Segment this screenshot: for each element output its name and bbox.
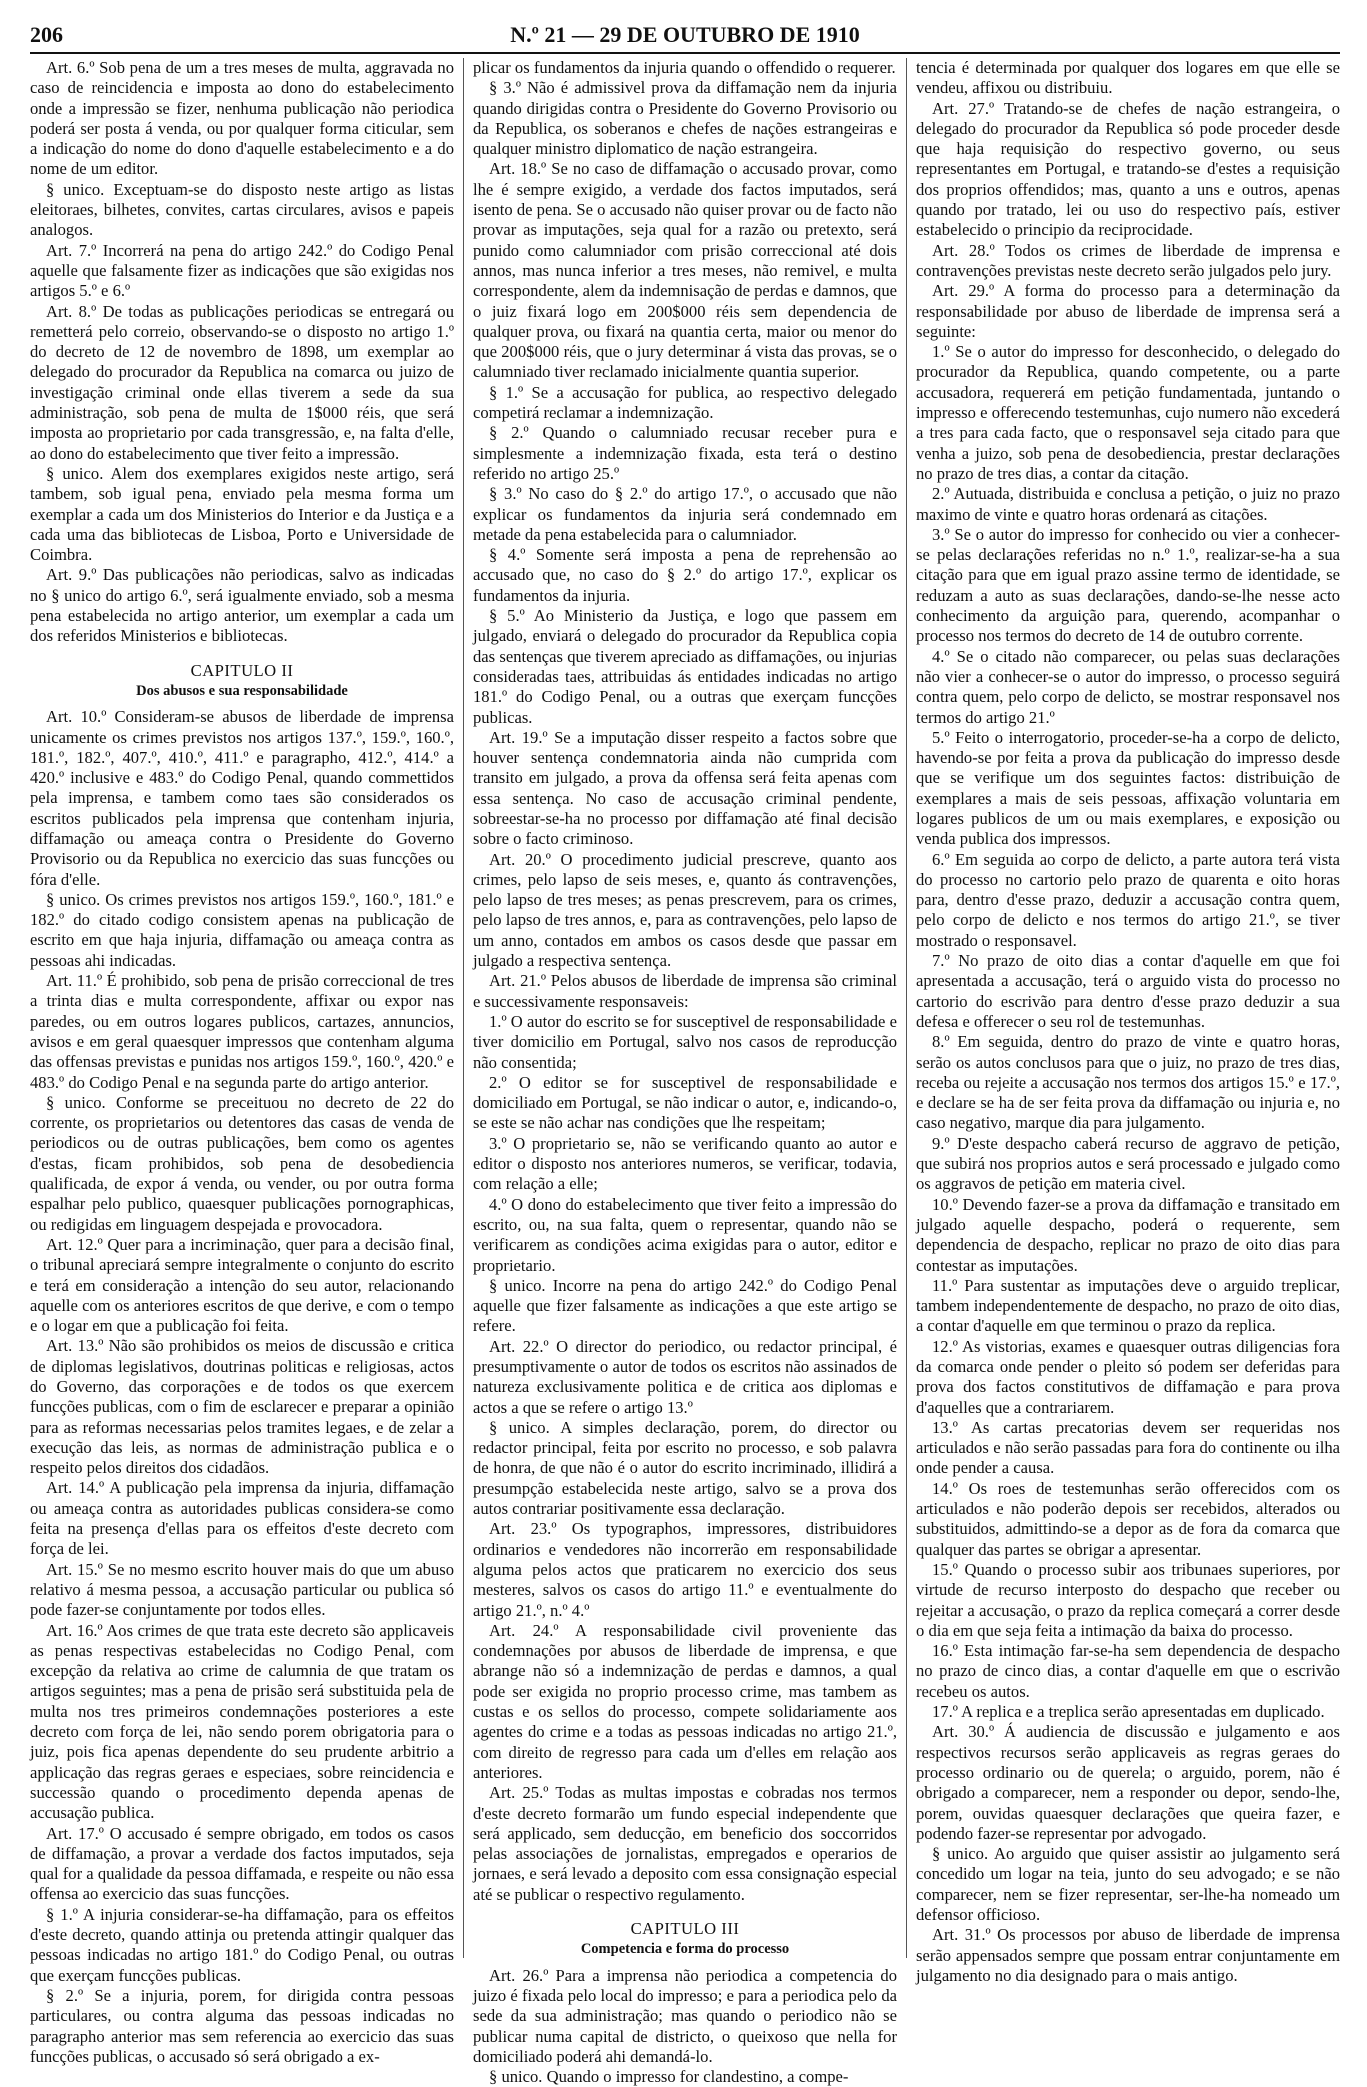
page-number: 206 xyxy=(30,22,63,47)
article-paragraph: § 4.º Somente será imposta a pena de reprehensão ao accusado que, no caso do § 2.º do artigo 17.º, explicar os fundamentos da injuria. xyxy=(473,545,897,605)
article-paragraph: 2.º Autuada, distribuida e conclusa a petição, o juiz no prazo maximo de vinte e quatro horas ordenará as citações. xyxy=(916,484,1340,524)
article-paragraph: Art. 19.º Se a imputação disser respeito a factos sobre que houver sentença condemnatoria ainda não cumprida com transito em julgado, a prova da offensa será feita apenas com essa sentença. No caso de accusação criminal pendente, sobreestar-se-ha no processo por diffamação até final decisão sobre o facto criminoso. xyxy=(473,727,897,849)
article-paragraph: 16.º Esta intimação far-se-ha sem dependencia de despacho no prazo de cinco dias, a contar d'aquelle em que o escrivão recebeu os autos. xyxy=(916,1641,1340,1701)
article-paragraph: § unico. Alem dos exemplares exigidos neste artigo, será tambem, sob igual pena, enviado pela mesma forma um exemplar a cada um dos Ministerios do Interior e da Justiça e a cada uma das bibliotecas de Lisboa, Porto e Universidade de Coimbra. xyxy=(30,463,454,565)
article-paragraph: 4.º O dono do estabelecimento que tiver feito a impressão do escrito, ou, na sua falta, quem o representar, quando não se verificarem as condições acima exigidas para o autor, editor e proprietario. xyxy=(473,1194,897,1275)
article-paragraph: Art. 29.º A forma do processo para a determinação da responsabilidade por abuso de liberdade de imprensa será a seguinte: xyxy=(916,281,1340,341)
column-1 xyxy=(30,58,454,2066)
article-paragraph: 6.º Em seguida ao corpo de delicto, a parte autora terá vista do processo no cartorio pelo prazo de quarenta e oito horas para, dentro d'esse prazo, deduzir a accusação contra quem, pelo corpo de delicto e nos termos do artigo 21.º, se tiver mostrado o responsavel. xyxy=(916,849,1340,950)
article-paragraph: Art. 25.º Todas as multas impostas e cobradas nos termos d'este decreto formarão um fundo especial independente que será applicado, sem deducção, em beneficio dos soccorridos pelas associações de jornalistas, empregados e operarios de jornaes, e será levado a deposito com essa consignação especial até se publicar o respectivo regulamento. xyxy=(473,1783,897,1904)
article-paragraph: tencia é determinada por qualquer dos logares em que elle se vendeu, affixou ou distribuiu. xyxy=(916,58,1340,98)
article-paragraph: § unico. Incorre na pena do artigo 242.º do Codigo Penal aquelle que fizer falsamente as indicações a que este artigo se refere. xyxy=(473,1275,897,1336)
article-paragraph: 10.º Devendo fazer-se a prova da diffamação e transitado em julgado aquelle despacho, poderá o requerente, sem dependencia de despacho, replicar no prazo de oito dias para contestar as imputações. xyxy=(916,1194,1340,1275)
chapter-heading: CAPITULO II xyxy=(190,660,294,680)
article-paragraph: Art. 23.º Os typographos, impressores, distribuidores ordinarios e vendedores não incorrerão em responsabilidade alguma pelos actos que praticarem no exercicio dos seus mesteres, salvos os casos do artigo 11.º e eventualmente do artigo 21.º, n.º 4.º xyxy=(473,1519,897,1620)
article-paragraph: Art. 15.º Se no mesmo escrito houver mais do que um abuso relativo á mesma pessoa, a accusação particular ou publica só pode fazer-se conjuntamente por todos elles. xyxy=(30,1559,454,1620)
article-paragraph: § 2.º Quando o calumniado recusar receber pura e simplesmente a indemnização fixada, esta terá o destino referido no artigo 25.º xyxy=(473,423,897,483)
article-paragraph: Art. 13.º Não são prohibidos os meios de discussão e critica de diplomas legislativos, doutrinas politicas e religiosas, actos do Governo, das corporações e de todos os que exercem funcções publicas, com o fim de esclarecer e preparar a opinião para as reformas necessarias pelos tramites legaes, e de zelar a execução das leis, as normas de administração publica e o respeito pelos direitos dos cidadãos. xyxy=(30,1336,454,1478)
article-paragraph: § unico. Os crimes previstos nos artigos 159.º, 160.º, 181.º e 182.º do citado codigo consistem apenas na publicação de escrito em que haja injuria, diffamação ou ameaça contra as pessoas ahi indicadas. xyxy=(30,889,454,970)
article-paragraph: Art. 20.º O procedimento judicial prescreve, quanto aos crimes, pelo lapso de seis meses, e, quanto ás contravenções, pelo lapso de tres meses; as penas prescrevem, para os crimes, pelo lapso de tres annos, e, para as contravenções, pelo lapso de um anno, contados em ambos os casos desde que passar em julgado a respectiva sentença. xyxy=(473,849,897,971)
article-paragraph: 13.º As cartas precatorias devem ser requeridas nos articulados e não serão passadas para fora do continente ou ilha onde pender a causa. xyxy=(916,1417,1340,1478)
article-paragraph: § unico. Conforme se preceituou no decreto de 22 do corrente, os proprietarios ou detentores das casas de venda de periodicos ou de outras publicações, bem como os agentes d'estas, ficam prohibidos, sob pena de desobediencia qualificada, de expor á venda, ou vender, ou por outra forma espalhar pelo publico, quaesquer publicações pornographicas, ou redigidas em linguagem despejada e provocadora. xyxy=(30,1092,454,1234)
article-paragraph: Art. 9.º Das publicações não periodicas, salvo as indicadas no § unico do artigo 6.º, será igualmente enviado, sob a mesma pena estabelecida no artigo anterior, um exemplar a cada um dos referidos Ministerios e bibliotecas. xyxy=(30,565,454,646)
header-rule xyxy=(30,52,1340,54)
article-paragraph: 14.º Os roes de testemunhas serão offerecidos com os articulados e não poderão depois ser recebidos, alterados ou substituidos, admittindo-se a depor as de fora da comarca que qualquer das partes se obrigar a apresentar. xyxy=(916,1478,1340,1559)
article-paragraph: 1.º Se o autor do impresso for desconhecido, o delegado do procurador da Republica, quando competente, ou a parte accusadora, requererá em petição fundamentada, juntando o impresso e offerecendo testemunhas, cujo numero não excederá a tres para cada facto, que o responsavel seja citado para que venha a juizo, sob pena de desobediencia, prestar declarações no prazo de tres dias, a contar da citação. xyxy=(916,342,1340,483)
article-paragraph: 1.º O autor do escrito se for susceptivel de responsabilidade e tiver domicilio em Portugal, salvo nos casos de reproducção não consentida; xyxy=(473,1011,897,1072)
article-paragraph: § unico. Ao arguido que quiser assistir ao julgamento será concedido um logar na teia, junto do seu advogado; e se não comparecer, nem se fizer representar, ser-lhe-ha nomeado um defensor officioso. xyxy=(916,1844,1340,1925)
article-paragraph: § unico. Quando o impresso for clandestino, a compe- xyxy=(489,2067,849,2087)
article-paragraph: Art. 17.º O accusado é sempre obrigado, em todos os casos de diffamação, a provar a verdade dos factos imputados, seja qual for a qualidade da pessoa diffamada, e respeite ou não essa offensa ao exercicio das suas funcções. xyxy=(30,1823,454,1904)
article-paragraph: 15.º Quando o processo subir aos tribunaes superiores, por virtude de recurso interposto do despacho que receber ou rejeitar a accusação, o prazo da replica começará a correr desde o dia em que seja feita a intimação da baixa do processo. xyxy=(916,1559,1340,1640)
article-paragraph: Art. 16.º Aos crimes de que trata este decreto são applicaveis as penas respectivas estabelecidas no Codigo Penal, com excepção da relativa ao crime de calumnia de que tratam os artigos seguintes; mas a pena de prisão será substituida pela de multa nos tres primeiros condemnações posteriores a este decreto com força de lei, não sendo porem obrigatoria para o juiz, pois fica apenas dependente do seu prudente arbitrio a applicação das regras geraes e especiaes, sobre reincidencia e successão quando o procedimento dependa apenas de accusação publica. xyxy=(30,1620,454,1823)
article-paragraph: § 3.º Não é admissivel prova da diffamação nem da injuria quando dirigidas contra o Presidente do Governo Provisorio ou da Republica, os soberanos e chefes de nações estrangeiras e qualquer ministro diplomatico de nação estrangeira. xyxy=(473,78,897,159)
article-paragraph: § 1.º Se a accusação for publica, ao respectivo delegado competirá reclamar a indemnização. xyxy=(473,382,897,423)
article-paragraph: 17.º A replica e a treplica serão apresentadas em duplicado. xyxy=(932,1702,1325,1722)
column-3 xyxy=(916,58,1340,1985)
article-paragraph: § 1.º A injuria considerar-se-ha diffamação, para os effeitos d'este decreto, quando attinja ou pretenda attingir qualquer das pessoas indicadas no artigo 181.º do Codigo Penal, ou outras que exerçam funcções publicas. xyxy=(30,1904,454,1985)
article-paragraph: 9.º D'este despacho caberá recurso de aggravo de petição, que subirá nos proprios autos e será processado e julgado como os aggravos de petição em materia civel. xyxy=(916,1133,1340,1194)
article-paragraph: Art. 12.º Quer para a incriminação, quer para a decisão final, o tribunal apreciará sempre integralmente o conjunto do escrito e terá em consideração a intenção do seu autor, relacionando aquelle com os anteriores escritos de que derive, e com o tempo e o logar em que a publicação foi feita. xyxy=(30,1234,454,1336)
article-paragraph: Art. 31.º Os processos por abuso de liberdade de imprensa serão appensados sempre que possam entrar conjuntamente em julgamento no dia designado para o mais antigo. xyxy=(916,1925,1340,1985)
article-paragraph: 7.º No prazo de oito dias a contar d'aquelle em que foi apresentada a accusação, terá o arguido vista do processo no cartorio do escrivão para dentro d'esse prazo deduzir a sua defesa e offerecer o seu rol de testemunhas. xyxy=(916,951,1340,1031)
article-paragraph: 8.º Em seguida, dentro do prazo de vinte e quatro horas, serão os autos conclusos para que o juiz, no prazo de tres dias, receba ou rejeite a accusação nos termos dos artigos 15.º e 17.º, e declare se ha de ser feita prova da diffamação ou injuria e, no caso negativo, marque dia para julgamento. xyxy=(916,1032,1340,1133)
article-paragraph: Art. 18.º Se no caso de diffamação o accusado provar, como lhe é sempre exigido, a verdade dos factos imputados, será isento de pena. Se o accusado não quiser provar ou de facto não provar as imputações, seja qual for a razão ou pretexto, será punido como calumniador com prisão correccional até dois annos, mas nunca inferior a tres meses, não remivel, e multa correspondente, alem da indemnisação de perdas e damnos, que o juiz fixará logo em 200$000 réis sem dependencia de qualquer prova, ou fixará na quantia certa, maior ou menor do que 200$000 réis, que o jury determinar á vista das provas, se o calumniado tiver reclamado inicialmente quantia superior. xyxy=(473,159,897,382)
article-paragraph: 3.º Se o autor do impresso for conhecido ou vier a conhecer-se pelas declarações referidas no n.º 1.º, realizar-se-ha a sua citação para que em igual prazo assine termo de identidade, se reduzam a auto as suas declarações, dando-se-lhe nesse acto conhecimento da arguição para, querendo, acompanhar o processo nos termos do decreto de 14 de outubro corrente. xyxy=(916,524,1340,646)
text-columns xyxy=(30,58,1340,2087)
article-paragraph: Art. 8.º De todas as publicações periodicas se entregará ou remetterá pelo correio, observando-se o disposto no artigo 1.º do decreto de 12 de novembro de 1898, um exemplar ao delegado do procurador da Republica na comarca ou juizo de investigação criminal onde ellas tiverem a sede da sua administração, sob pena de multa de 1$000 réis, que será imposta ao proprietario por cada transgressão, e, na falta d'elle, ao dono do estabelecimento que tiver feito a impressão. xyxy=(30,301,454,463)
chapter-subheading: Dos abusos e sua responsabilidade xyxy=(136,682,348,699)
article-paragraph: 5.º Feito o interrogatorio, proceder-se-ha a corpo de delicto, havendo-se por feita a prova da publicação do impresso desde que se verifique um dos seguintes factos: distribuição de exemplares a mais de seis pessoas, affixação voluntaria em logares publicos de um ou mais exemplares, e exposição ou venda publica dos impressos. xyxy=(916,727,1340,849)
article-paragraph: Art. 22.º O director do periodico, ou redactor principal, é presumptivamente o autor de todos os escritos não assinados de natureza exclusivamente politica e de critica aos diplomas e actos a que se refere o artigo 13.º xyxy=(473,1336,897,1417)
article-paragraph: § unico. Exceptuam-se do disposto neste artigo as listas eleitoraes, bilhetes, convites, cartas circulares, avisos e papeis analogos. xyxy=(30,179,454,240)
article-paragraph: Art. 30.º Á audiencia de discussão e julgamento e aos respectivos recursos serão applicaveis as regras geraes do processo ordinario ou de querela; o arguido, porem, não é obrigado a comparecer, nem a responder ou depor, sendo-lhe, porem, ouvidas quaesquer declarações que queira fazer, e podendo fazer-se representar por advogado. xyxy=(916,1722,1340,1843)
article-paragraph: § 5.º Ao Ministerio da Justiça, e logo que passem em julgado, enviará o delegado do procurador da Republica copia das sentenças que tiverem apreciado as diffamações, ou injurias consideradas taes, attribuidas ás entidades indicadas no artigo 181.º do Codigo Penal, ou a outras que exerçam funcções publicas. xyxy=(473,606,897,727)
article-paragraph: Art. 7.º Incorrerá na pena do artigo 242.º do Codigo Penal aquelle que falsamente fizer as indicações que são exigidas nos artigos 5.º e 6.º xyxy=(30,240,454,301)
article-paragraph: 2.º O editor se for susceptivel de responsabilidade e domiciliado em Portugal, se não indicar o autor, e, indicando-o, se este se não achar nas condições que lhe respeitam; xyxy=(473,1072,897,1133)
article-paragraph: Art. 6.º Sob pena de um a tres meses de multa, aggravada no caso de reincidencia e imposta ao dono do estabelecimento onde a impressão se fizer, nenhuma publicação não periodica poderá ser posta á venda, ou por qualquer forma citicular, sem a indicação do nome do dono d'aquelle estabelecimento e a do nome de um editor. xyxy=(30,58,454,179)
article-paragraph: Art. 27.º Tratando-se de chefes de nação estrangeira, o delegado do procurador da Republica só pode proceder desde que haja requisição do respectivo governo, ou seus representantes em Portugal, e tratando-se d'estes a requisição dos proprios offendidos; mas, quanto a uns e outros, apenas quando por tratado, lei ou uso do respectivo país, estiver estabelecido o principio da reciprocidade. xyxy=(916,98,1340,240)
article-paragraph: 11.º Para sustentar as imputações deve o arguido treplicar, tambem independentemente de despacho, no prazo de oito dias, a contar d'aquelle em que terminou o prazo da replica. xyxy=(916,1275,1340,1336)
article-paragraph: plicar os fundamentos da injuria quando o offendido o requerer. xyxy=(473,58,896,77)
article-paragraph: Art. 26.º Para a imprensa não periodica a competencia do juizo é fixada pelo local do impresso; e para a periodica pelo da sede da sua administração; mas quando o periodico não se publicar numa capital de districto, o queixoso que nella for domiciliado poderá ahi demandá-lo. xyxy=(473,1965,897,2066)
chapter-subheading: Competencia e forma do processo xyxy=(580,1941,790,1958)
article-paragraph: 12.º As vistorias, exames e quaesquer outras diligencias fora da comarca onde pender o pleito só podem ser deferidas para prova dos factos constitutivos de diffamação e para prova d'aquelles que a contrariarem. xyxy=(916,1336,1340,1417)
issue-title: N.º 21 — 29 DE OUTUBRO DE 1910 xyxy=(510,22,860,47)
article-paragraph: 4.º Se o citado não comparecer, ou pelas suas declarações não vier a conhecer-se o autor do impresso, o processo seguirá contra quem, pelo corpo de delicto, se mostrar responsavel nos termos do artigo 21.º xyxy=(916,646,1340,727)
article-paragraph: Art. 14.º A publicação pela imprensa da injuria, diffamação ou ameaça contra as autoridades publicas considera-se como feita na presença d'ellas para os effeitos d'este decreto com força de lei. xyxy=(30,1478,454,1559)
article-paragraph: § 3.º No caso do § 2.º do artigo 17.º, o accusado que não explicar os fundamentos da injuria será condemnado em metade da pena estabelecida para o calumniador. xyxy=(473,484,897,544)
article-paragraph: Art. 24.º A responsabilidade civil proveniente das condemnações por abusos de liberdade de imprensa, e que abrange não só a indemnização de perdas e damnos, a qual pode ser exigida no proprio processo crime, mas tambem as custas e os sellos do processo, compete solidariamente aos agentes do crime e a todas as pessoas indicadas no artigo 21.º, com direito de regresso para cada um d'elles em relação aos anteriores. xyxy=(473,1620,897,1782)
page-header xyxy=(30,18,1340,52)
article-paragraph: § unico. A simples declaração, porem, do director ou redactor principal, feita por escrito no processo, e sob palavra de honra, de que não é o autor do escrito incriminado, illidirá a presumpção estabelecida neste artigo, salvo se a prova dos autos contrariar positivamente essa declaração. xyxy=(473,1417,897,1519)
article-paragraph: Art. 11.º É prohibido, sob pena de prisão correccional de tres a trinta dias e multa correspondente, affixar ou expor nas paredes, ou em outros logares publicos, cartazes, annuncios, avisos e em geral quaesquer impressos que contenham alguma das offensas previstas e punidas nos artigos 159.º, 160.º, 420.º e 483.º do Codigo Penal e na segunda parte do artigo anterior. xyxy=(30,971,454,1092)
column-2 xyxy=(473,58,897,2087)
article-paragraph: § 2.º Se a injuria, porem, for dirigida contra pessoas particulares, ou contra alguma das pessoas indicadas no paragrapho anterior mas sem referencia ao exercicio das suas funcções publicas, o accusado só será obrigado a ex- xyxy=(30,1985,454,2066)
article-paragraph: Art. 10.º Consideram-se abusos de liberdade de imprensa unicamente os crimes previstos nos artigos 137.º, 159.º, 160.º, 181.º, 182.º, 407.º, 410.º, 411.º e paragrapho, 412.º, 414.º a 420.º inclusive e 483.º do Codigo Penal, quando commettidos pela imprensa, e tambem como taes são considerados os escritos publicados pela imprensa que contenham injuria, diffamação ou ameaça contra o Presidente do Governo Provisorio ou da Republica no exercicio das suas funcções ou fóra d'elle. xyxy=(30,707,454,889)
article-paragraph: Art. 28.º Todos os crimes de liberdade de imprensa e contravenções previstas neste decreto serão julgados pelo jury. xyxy=(916,240,1340,280)
article-paragraph: 3.º O proprietario se, não se verificando quanto ao autor e editor o disposto nos anteriores numeros, se verificar, todavia, com relação a elle; xyxy=(473,1133,897,1194)
chapter-heading: CAPITULO III xyxy=(630,1919,740,1939)
article-paragraph: Art. 21.º Pelos abusos de liberdade de imprensa são criminal e successivamente responsaveis: xyxy=(473,971,897,1011)
